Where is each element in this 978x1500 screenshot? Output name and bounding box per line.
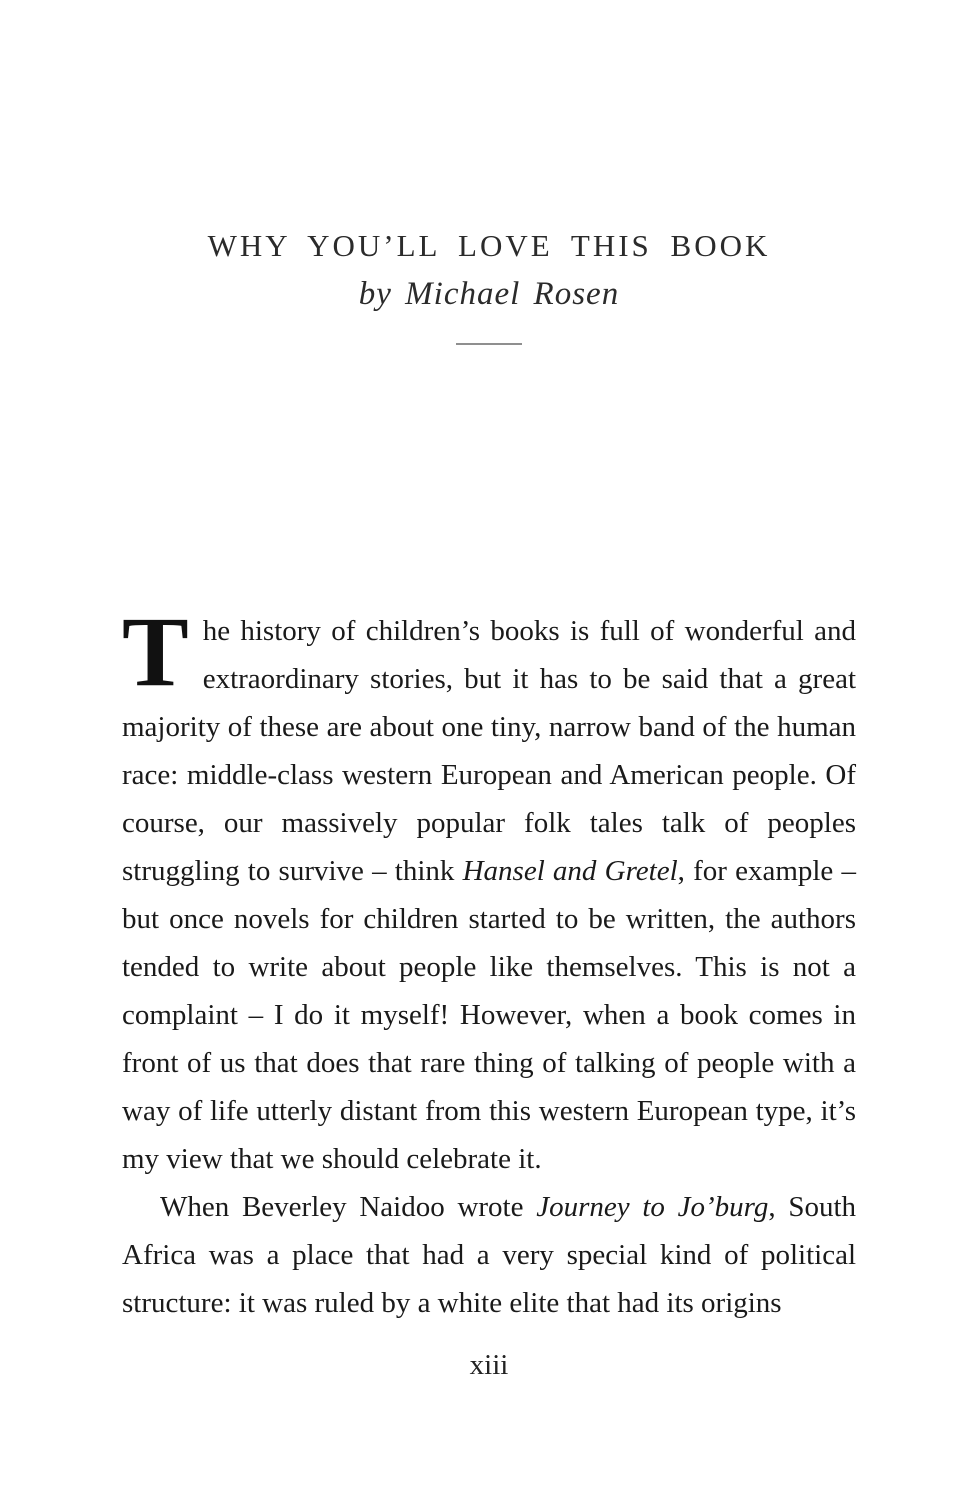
page-footer (0, 1349, 978, 1382)
text-segment: When Beverley Naidoo wrote (160, 1191, 537, 1223)
text-segment: , South Africa was a place that had a very special kind of political structure: it was ruled by a white elite that had its origins (122, 1191, 856, 1319)
text-segment: he history of children’s books is full of wonderful and extraordinary stories, but it has to be said that a great majority of these are about one tiny, narrow band of the human race: middle-class western European and American people. Of course, our massively popular folk tales talk of peoples struggling to survive – think (122, 615, 856, 887)
byline: by Michael Rosen (358, 276, 620, 312)
paragraph (122, 1183, 856, 1327)
chapter-title: WHY YOU’LL LOVE THIS BOOK (207, 228, 771, 263)
book-title-italic: Journey to Jo’burg (536, 1191, 769, 1223)
paragraph (122, 596, 856, 1183)
body-text (122, 596, 856, 1327)
page-header (0, 0, 978, 345)
divider-rule (456, 343, 522, 345)
book-title-italic: Hansel and Gretel (462, 855, 678, 887)
text-segment: , for example – but once novels for children started to be written, the authors tended to write about people like themselves. This is not a complaint – I do it myself! However, when a book comes in front of us that does that rare thing of talking of people with a way of life utterly distant from this western European type, it’s my view that we should celebrate it. (122, 855, 856, 1175)
drop-cap: T (122, 596, 189, 707)
page-number: xiii (469, 1349, 509, 1381)
